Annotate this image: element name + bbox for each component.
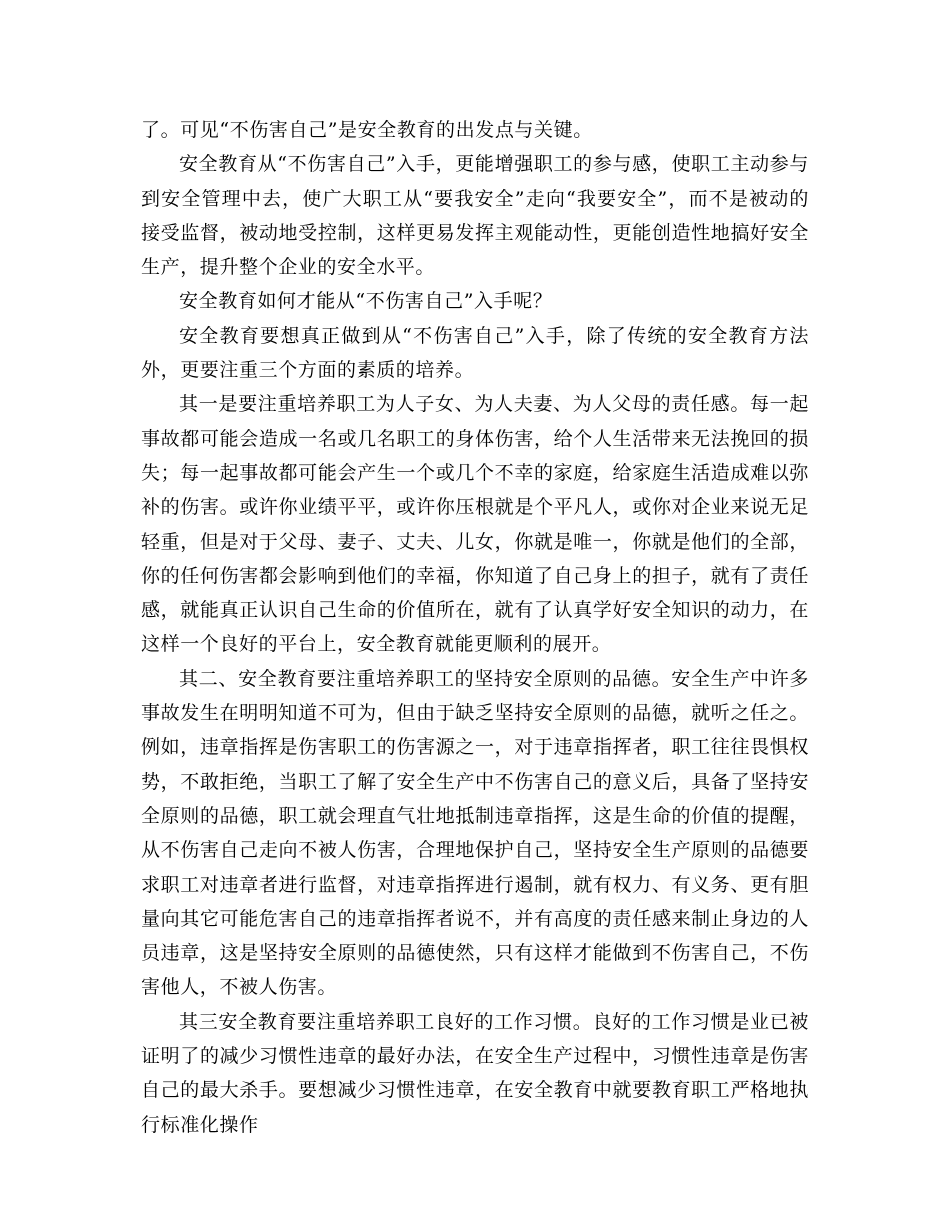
paragraph-4: 安全教育要想真正做到从“不伤害自己”入手，除了传统的安全教育方法外，更要注重三个方面的素质的培养。 (141, 324, 809, 382)
paragraph-1: 了。可见“不伤害自己”是安全教育的出发点与关键。 (141, 119, 593, 141)
document-body (141, 113, 809, 1142)
paragraph-3: 安全教育如何才能从“不伤害自己”入手呢？ (179, 290, 553, 313)
paragraph-2: 安全教育从“不伤害自己”入手，更能增强职工的参与感，使职工主动参与到安全管理中去，使广大职工从“要我安全”走向“我要安全”，而不是被动的接受监督，被动地受控制，这样更易发挥主观能动性，更能创造性地搞好安全生产，提升整个企业的安全水平。 (141, 153, 809, 279)
paragraph-7: 其三安全教育要注重培养职工良好的工作习惯。良好的工作习惯是业已被证明了的减少习惯性违章的最好办法，在安全生产过程中，习惯性违章是伤害自己的最大杀手。要想减少习惯性违章，在安全教育中就要教育职工严格地执行标准化操作 (141, 1010, 809, 1136)
paragraph-5: 其一是要注重培养职工为人子女、为人夫妻、为人父母的责任感。每一起事故都可能会造成一名或几名职工的身体伤害，给个人生活带来无法挽回的损失；每一起事故都可能会产生一个或几个不幸的家庭，给家庭生活造成难以弥补的伤害。或许你业绩平平，或许你压根就是个平凡人，或你对企业来说无足轻重，但是对于父母、妻子、丈夫、儿女，你就是唯一，你就是他们的全部，你的任何伤害都会影响到他们的幸福，你知道了自己身上的担子，就有了责任感，就能真正认识自己生命的价值所在，就有了认真学好安全知识的动力，在这样一个良好的平台上，安全教育就能更顺利的展开。 (141, 393, 809, 656)
paragraph-6: 其二、安全教育要注重培养职工的坚持安全原则的品德。安全生产中许多事故发生在明明知道不可为，但由于缺乏坚持安全原则的品德，就听之任之。例如，违章指挥是伤害职工的伤害源之一，对于违章指挥者，职工往往畏惧权势，不敢拒绝，当职工了解了安全生产中不伤害自己的意义后，具备了坚持安全原则的品德，职工就会理直气壮地抵制违章指挥，这是生命的价值的提醒，从不伤害自己走向不被人伤害，合理地保护自己，坚持安全生产原则的品德要求职工对违章者进行监督，对违章指挥进行遏制，就有权力、有义务、更有胆量向其它可能危害自己的违章指挥者说不，并有高度的责任感来制止身边的人员违章，这是坚持安全原则的品德使然，只有这样才能做到不伤害自己，不伤害他人，不被人伤害。 (141, 667, 809, 999)
